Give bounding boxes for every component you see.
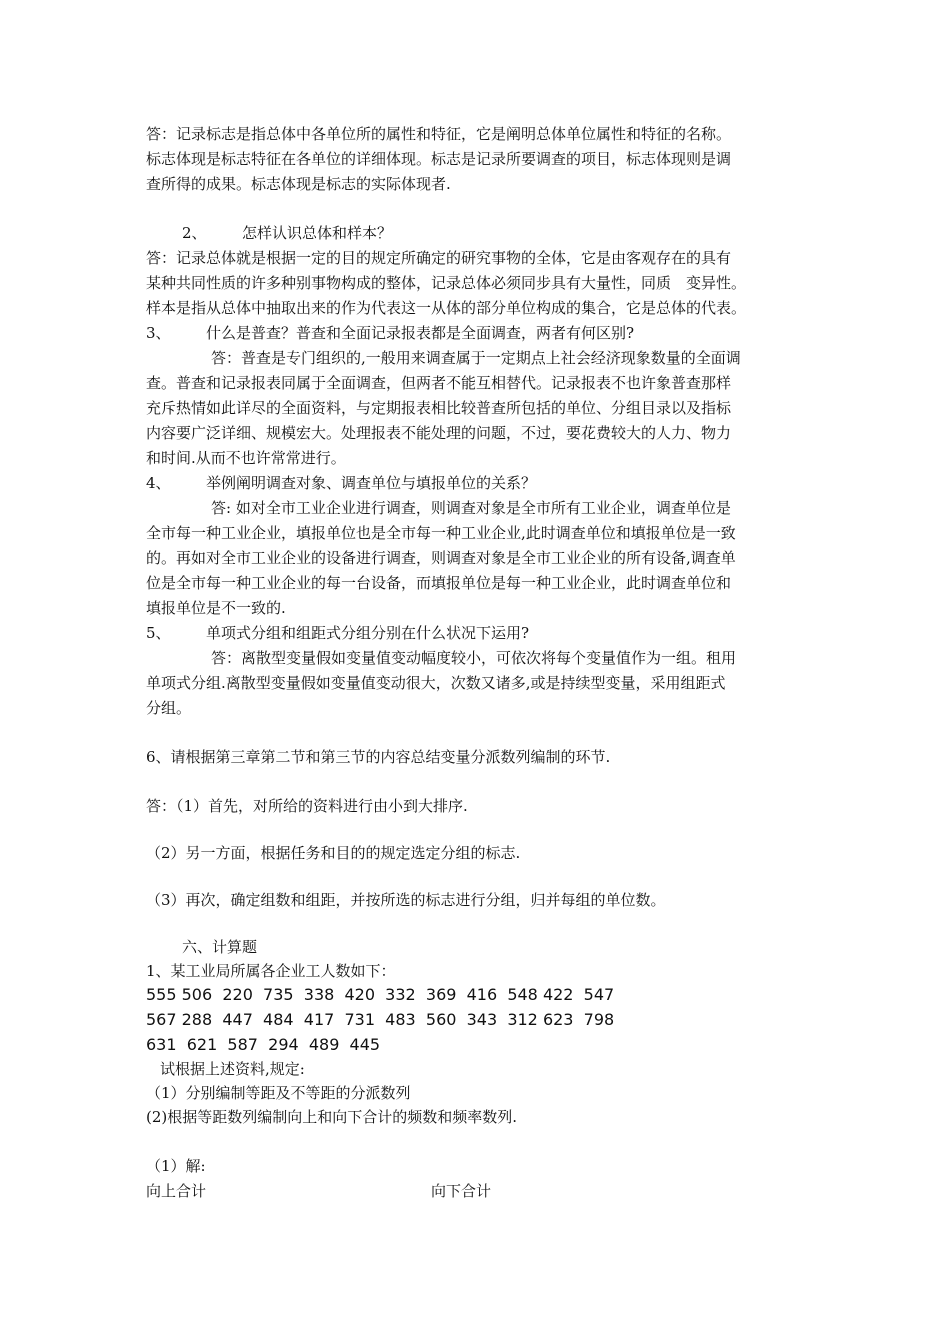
question-3: [146, 322, 634, 344]
answer-4-line-4: 位是全市每一种工业企业的每一台设备，而填报单位是每一种工业企业，此时调查单位和: [146, 574, 732, 592]
answer-3-line-5: 和时间.从而不也许常常进行。: [146, 449, 346, 467]
question-3-number: 3、: [146, 324, 171, 342]
question-4: [146, 472, 536, 494]
numbers-line-3: 631 621 587 294 489 445: [146, 1035, 381, 1054]
answer-2-line-1: 答：记录总体就是根据一定的目的规定所确定的研究事物的全体，它是由客观存在的具有: [146, 249, 732, 267]
answer-4-line-1: 答: 如对全市工业企业进行调查，则调查对象是全市所有工业企业，调查单位是: [211, 499, 731, 517]
question-4-text: 举例阐明调查对象、调查单位与填报单位的关系？: [206, 474, 537, 492]
numbers-line-2: 567 288 447 484 417 731 483 560 343 312 623 798: [146, 1010, 615, 1029]
answer-5-line-2: 单项式分组.离散型变量假如变量值变动很大，次数又诸多,或是持续型变量，采用组距式: [146, 674, 726, 692]
answer-5-line-3: 分组。: [146, 699, 192, 717]
answer-4-line-3: 的。再如对全市工业企业的设备进行调查，则调查对象是全市工业企业的所有设备,调查单: [146, 549, 736, 567]
answer-3-line-1: 答：普查是专门组织的,一般用来调查属于一定期点上社会经济现象数量的全面调: [211, 349, 741, 367]
requirement-item-1: （1）分别编制等距及不等距的分派数列: [146, 1084, 411, 1102]
question-2: [182, 222, 392, 244]
requirement-item-2: (2)根据等距数列编制向上和向下合计的频数和频率数列.: [146, 1108, 518, 1126]
question-5-text: 单项式分组和组距式分组分别在什么状况下运用?: [206, 624, 530, 642]
answer-4-line-5: 填报单位是不一致的.: [146, 599, 286, 617]
answer-6-step-3: （3）再次，确定组数和组距，并按所选的标志进行分组，归并每组的单位数。: [146, 891, 666, 909]
calc-question-1: 1、某工业局所属各企业工人数如下：: [146, 962, 396, 980]
answer-6-step-2: （2）另一方面，根据任务和目的的规定选定分组的标志.: [146, 844, 521, 862]
answer-2-line-2: 某种共同性质的许多种别事物构成的整体，记录总体必须同步具有大量性，同质 变异性。: [146, 274, 747, 292]
answer-4-line-2: 全市每一种工业企业，填报单位也是全市每一种工业企业,此时调查单位和填报单位是一致: [146, 524, 736, 542]
answer-2-line-3: 样本是指从总体中抽取出来的作为代表这一从体的部分单位构成的集合，它是总体的代表。: [146, 299, 747, 317]
question-5-number: 5、: [146, 624, 171, 642]
numbers-line-1: 555 506 220 735 338 420 332 369 416 548 422 547: [146, 985, 615, 1004]
question-2-number: 2、: [182, 224, 207, 242]
answer-1-line-3: 查所得的成果。标志体现是标志的实际体现者.: [146, 175, 451, 193]
answer-3-line-2: 查。普查和记录报表同属于全面调查，但两者不能互相替代。记录报表不也许象普查那样: [146, 374, 732, 392]
question-3-text: 什么是普查？普查和全面记录报表都是全面调查，两者有何区别?: [206, 324, 635, 342]
answer-1-line-2: 标志体现是标志特征在各单位的详细体现。标志是记录所要调查的项目，标志体现则是调: [146, 150, 732, 168]
answer-3-line-3: 充斥热情如此详尽的全面资料，与定期报表相比较普查所包括的单位、分组目录以及指标: [146, 399, 732, 417]
question-2-text: 怎样认识总体和样本？: [242, 224, 393, 242]
solution-label: （1）解:: [146, 1157, 206, 1175]
question-6: 6、请根据第三章第二节和第三节的内容总结变量分派数列编制的环节.: [146, 748, 611, 766]
answer-5-line-1: 答：离散型变量假如变量值变动幅度较小，可依次将每个变量值作为一组。租用: [211, 649, 737, 667]
requirement-intro: 试根据上述资料,规定:: [160, 1060, 305, 1078]
answer-6-step-1: 答：（1）首先，对所给的资料进行由小到大排序.: [146, 797, 468, 815]
answer-1-line-1: 答：记录标志是指总体中各单位所的属性和特征，它是阐明总体单位属性和特征的名称。: [146, 125, 732, 143]
column-cumulative-up: 向上合计: [146, 1182, 207, 1200]
answer-3-line-4: 内容要广泛详细、规模宏大。处理报表不能处理的问题，不过，要花费较大的人力、物力: [146, 424, 732, 442]
question-4-number: 4、: [146, 474, 171, 492]
question-5: [146, 622, 529, 644]
section-title-calculation: 六、计算题: [182, 938, 258, 956]
column-cumulative-down: 向下合计: [431, 1182, 492, 1200]
